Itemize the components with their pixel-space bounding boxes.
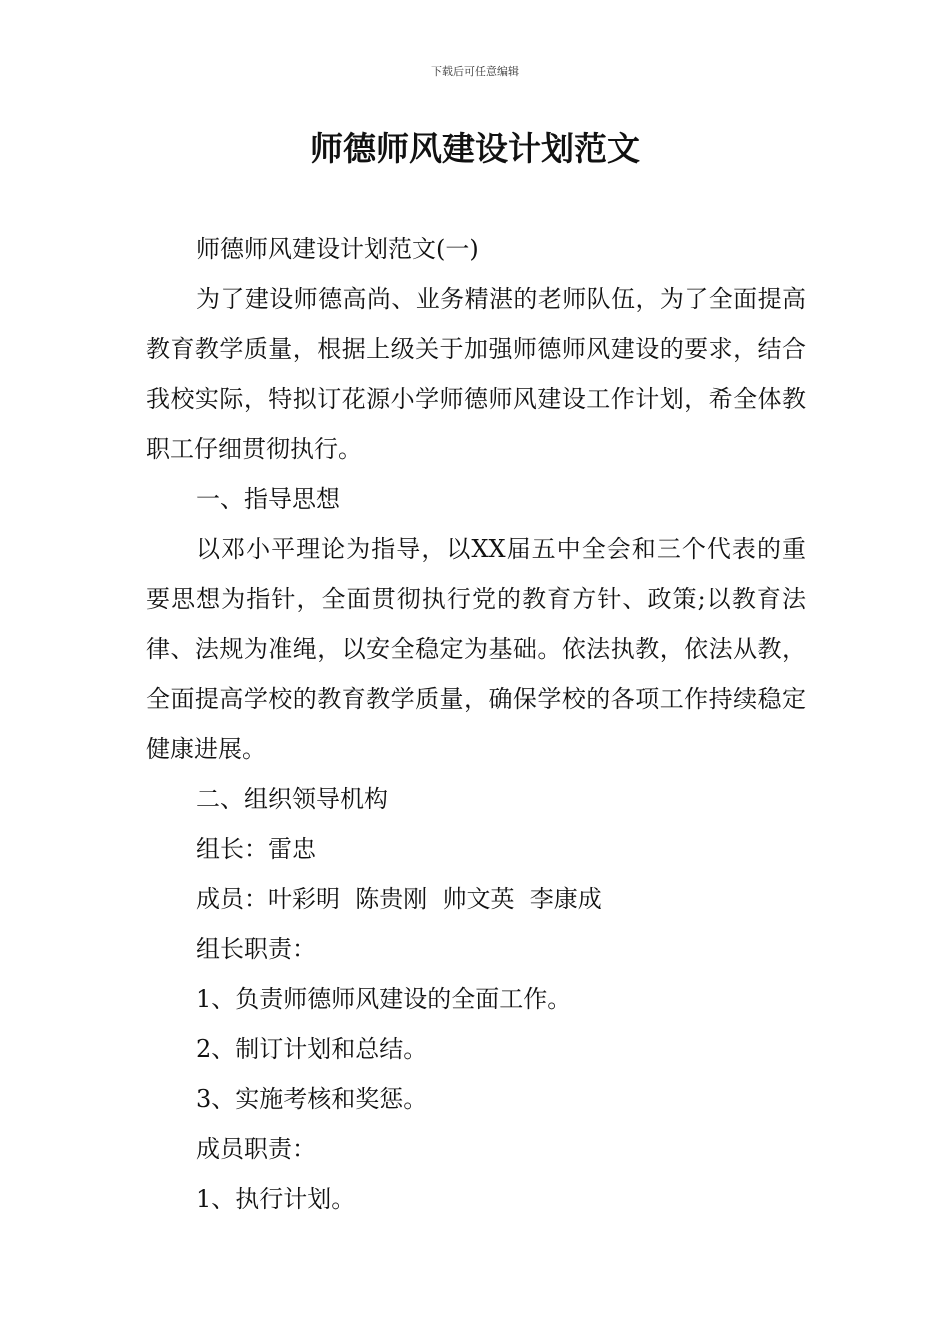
group-leader-line: 组长：雷忠 (196, 835, 316, 863)
intro-paragraph: 为了建设师德高尚、业务精湛的老师队伍，为了全面提高教育教学质量，根据上级关于加强师德师风建设的要求，结合我校实际，特拟订花源小学师德师风建设工作计划，希全体教职工仔细贯彻执行。 (146, 285, 806, 463)
guiding-thought-paragraph: 以邓小平理论为指导，以XX届五中全会和三个代表的重要思想为指针，全面贯彻执行党的教育方针、政策;以教育法律、法规为准绳，以安全稳定为基础。依法执教，依法从教，全面提高学校的教育教学质量，确保学校的各项工作持续稳定健康进展。 (146, 535, 806, 763)
section-heading-guiding-thought: 一、指导思想 (196, 485, 340, 513)
header-note: 下载后可任意编辑 (431, 65, 519, 78)
section-subtitle: 师德师风建设计划范文(一) (196, 235, 479, 263)
member-duties-heading: 成员职责： (196, 1135, 316, 1163)
leader-duty-item: 2、制订计划和总结。 (196, 1035, 428, 1063)
leader-duty-item: 1、负责师德师风建设的全面工作。 (196, 985, 572, 1013)
document-title: 师德师风建设计划范文 (310, 129, 640, 168)
leader-duties-heading: 组长职责： (196, 935, 316, 963)
document-body (146, 224, 806, 1224)
members-line: 成员：叶彩明 陈贵刚 帅文英 李康成 (196, 885, 602, 913)
leader-duty-item: 3、实施考核和奖惩。 (196, 1085, 428, 1113)
member-duty-item: 1、执行计划。 (196, 1185, 356, 1213)
section-heading-organization: 二、组织领导机构 (196, 785, 388, 813)
